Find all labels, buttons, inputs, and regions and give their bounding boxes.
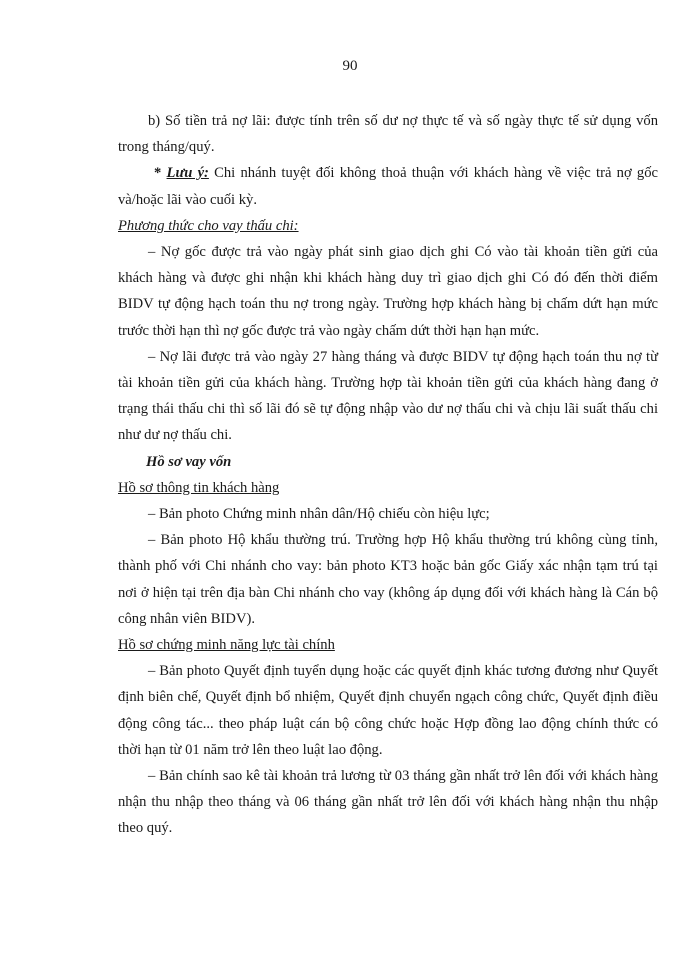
page-number: 90 [342,58,358,74]
loan-docs-heading: Hồ sơ vay vốn [146,453,232,470]
note-paragraph [118,160,658,212]
customer-info-item: – Bản photo Chứng minh nhân dân/Hộ chiếu còn hiệu lực; [148,506,490,523]
paragraph-b: b) Số tiền trả nợ lãi: được tính trên số dư nợ thực tế và số ngày thực tế sử dụng vốn trong tháng/quý. [118,113,658,156]
financial-heading: Hồ sơ chứng minh năng lực tài chính [118,637,335,654]
financial-item: – Bản photo Quyết định tuyển dụng hoặc các quyết định khác tương đương như Quyết định biên chế, Quyết định bổ nhiệm, Quyết định chuyển ngạch công chức, Quyết định điều động công tác... theo pháp luật cán bộ công chức hoặc Hợp đồng lao động chính thức có thời hạn từ 01 năm trở lên theo luật lao động. [118,663,658,758]
overdraft-heading: Phương thức cho vay thấu chi: [118,217,299,234]
customer-info-item: – Bản photo Hộ khẩu thường trú. Trường hợp Hộ khẩu thường trú không cùng tỉnh, thành phố với Chi nhánh cho vay: bản photo KT3 hoặc bản gốc Giấy xác nhận tạm trú tại nơi ở hiện tại trên địa bàn Chi nhánh cho vay (không áp dụng đối với khách hàng là Cán bộ công nhân viên BIDV). [118,532,658,627]
page-content [118,108,658,842]
overdraft-item: – Nợ gốc được trả vào ngày phát sinh giao dịch ghi Có vào tài khoản tiền gửi của khách hàng và được ghi nhận khi khách hàng duy trì giao dịch ghi Có đó đến thời điểm BIDV tự động hạch toán thu nợ trong ngày. Trường hợp khách hàng bị chấm dứt hạn mức trước thời hạn thì nợ gốc được trả vào ngày chấm dứt thời hạn hạn mức. [118,244,658,339]
overdraft-item: – Nợ lãi được trả vào ngày 27 hàng tháng và được BIDV tự động hạch toán thu nợ từ tài khoản tiền gửi của khách hàng. Trường hợp tài khoản tiền gửi của khách hàng đang ở trạng thái thấu chi thì số lãi đó sẽ tự động nhập vào dư nợ thấu chi và chịu lãi suất thấu chi như dư nợ thấu chi. [118,348,658,444]
note-star: * [154,165,167,182]
customer-info-heading: Hồ sơ thông tin khách hàng [118,479,280,496]
note-label: Lưu ý: [166,165,209,182]
note-text: Chi nhánh tuyệt đối không thoả thuận với khách hàng về việc trả nợ gốc và/hoặc lãi vào cuối kỳ. [118,165,658,208]
financial-item: – Bản chính sao kê tài khoản trả lương từ 03 tháng gần nhất trở lên đối với khách hàng nhận thu nhập theo tháng và 06 tháng gần nhất trở lên đối với khách hàng nhận thu nhập theo quý. [118,768,658,837]
